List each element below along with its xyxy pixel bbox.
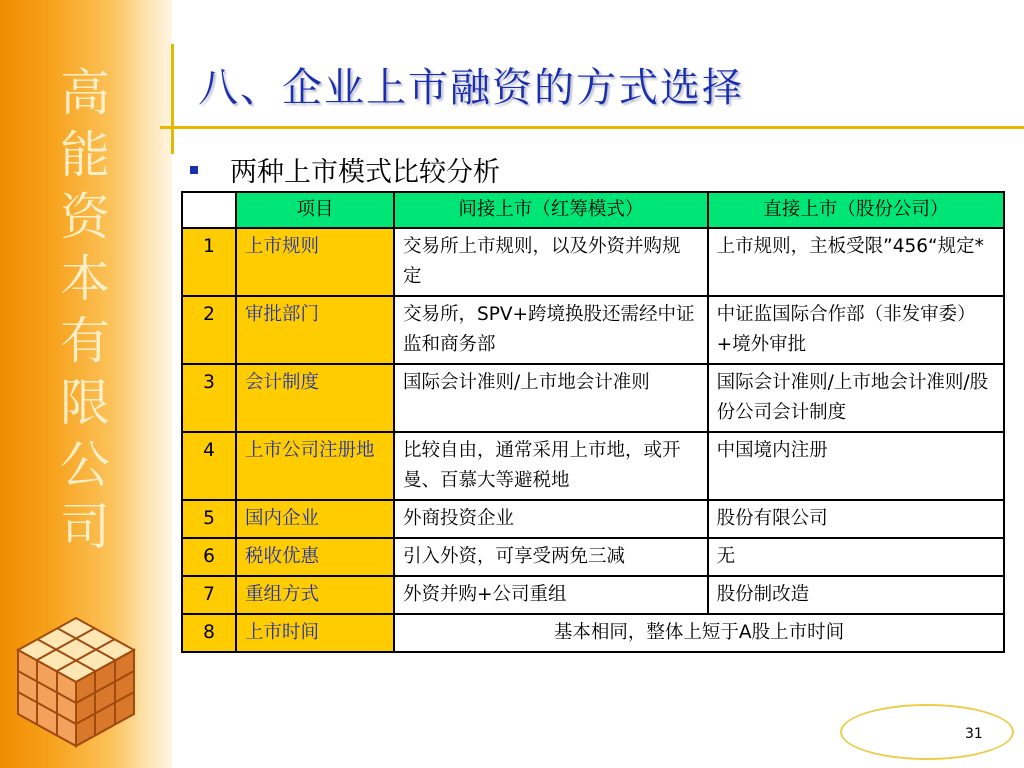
vertical-company-name [50, 62, 120, 558]
row-item: 上市公司注册地 [236, 432, 394, 500]
row-direct: 国际会计准则/上市地会计准则/股份公司会计制度 [708, 364, 1004, 432]
vertical-char: 有 [60, 312, 110, 370]
vertical-char: 能 [60, 126, 110, 184]
table-row [182, 228, 1004, 296]
row-direct: 无 [708, 538, 1004, 576]
row-direct: 上市规则，主板受限”456“规定* [708, 228, 1004, 296]
accent-vertical-line [171, 44, 174, 154]
comparison-table [181, 191, 1005, 653]
header-item: 项目 [236, 192, 394, 228]
vertical-char: 本 [60, 250, 110, 308]
vertical-char: 司 [60, 498, 110, 556]
header-blank-cell [182, 192, 236, 228]
header-direct-listing: 直接上市（股份公司） [708, 192, 1004, 228]
row-indirect: 交易所，SPV+跨境换股还需经中证监和商务部 [394, 296, 708, 364]
row-number: 8 [182, 614, 236, 652]
subtitle-bullet [190, 150, 500, 189]
row-item: 上市规则 [236, 228, 394, 296]
table-row [182, 296, 1004, 364]
table-header-row [182, 192, 1004, 228]
row-item: 重组方式 [236, 576, 394, 614]
row-number: 4 [182, 432, 236, 500]
decorative-oval [840, 704, 1014, 760]
cube-logo-icon [6, 610, 146, 750]
row-indirect: 外商投资企业 [394, 500, 708, 538]
row-merged-value: 基本相同，整体上短于A股上市时间 [394, 614, 1004, 652]
slide-subtitle: 两种上市模式比较分析 [230, 157, 500, 188]
vertical-char: 高 [60, 64, 110, 122]
row-number: 5 [182, 500, 236, 538]
row-number: 1 [182, 228, 236, 296]
slide-title: 八、企业上市融资的方式选择 [198, 65, 744, 111]
square-bullet-icon [190, 166, 198, 174]
row-indirect: 比较自由，通常采用上市地，或开曼、百慕大等避税地 [394, 432, 708, 500]
row-direct: 股份有限公司 [708, 500, 1004, 538]
table-row [182, 576, 1004, 614]
table-row [182, 538, 1004, 576]
row-indirect: 引入外资，可享受两免三减 [394, 538, 708, 576]
vertical-char: 资 [60, 188, 110, 246]
row-number: 7 [182, 576, 236, 614]
table-row [182, 432, 1004, 500]
row-item: 会计制度 [236, 364, 394, 432]
row-number: 3 [182, 364, 236, 432]
row-number: 6 [182, 538, 236, 576]
row-indirect: 交易所上市规则，以及外资并购规定 [394, 228, 708, 296]
row-indirect: 外资并购+公司重组 [394, 576, 708, 614]
row-item: 上市时间 [236, 614, 394, 652]
row-number: 2 [182, 296, 236, 364]
vertical-char: 公 [60, 436, 110, 494]
table-row [182, 614, 1004, 652]
row-direct: 股份制改造 [708, 576, 1004, 614]
table-row [182, 500, 1004, 538]
table-row [182, 364, 1004, 432]
row-direct: 中国境内注册 [708, 432, 1004, 500]
row-item: 审批部门 [236, 296, 394, 364]
sidebar-gradient [0, 0, 172, 768]
row-indirect: 国际会计准则/上市地会计准则 [394, 364, 708, 432]
page-number: 31 [965, 726, 983, 742]
accent-horizontal-line [160, 126, 1024, 129]
row-item: 税收优惠 [236, 538, 394, 576]
row-item: 国内企业 [236, 500, 394, 538]
vertical-char: 限 [60, 374, 110, 432]
row-direct: 中证监国际合作部（非发审委）+境外审批 [708, 296, 1004, 364]
header-indirect-listing: 间接上市（红筹模式） [394, 192, 708, 228]
